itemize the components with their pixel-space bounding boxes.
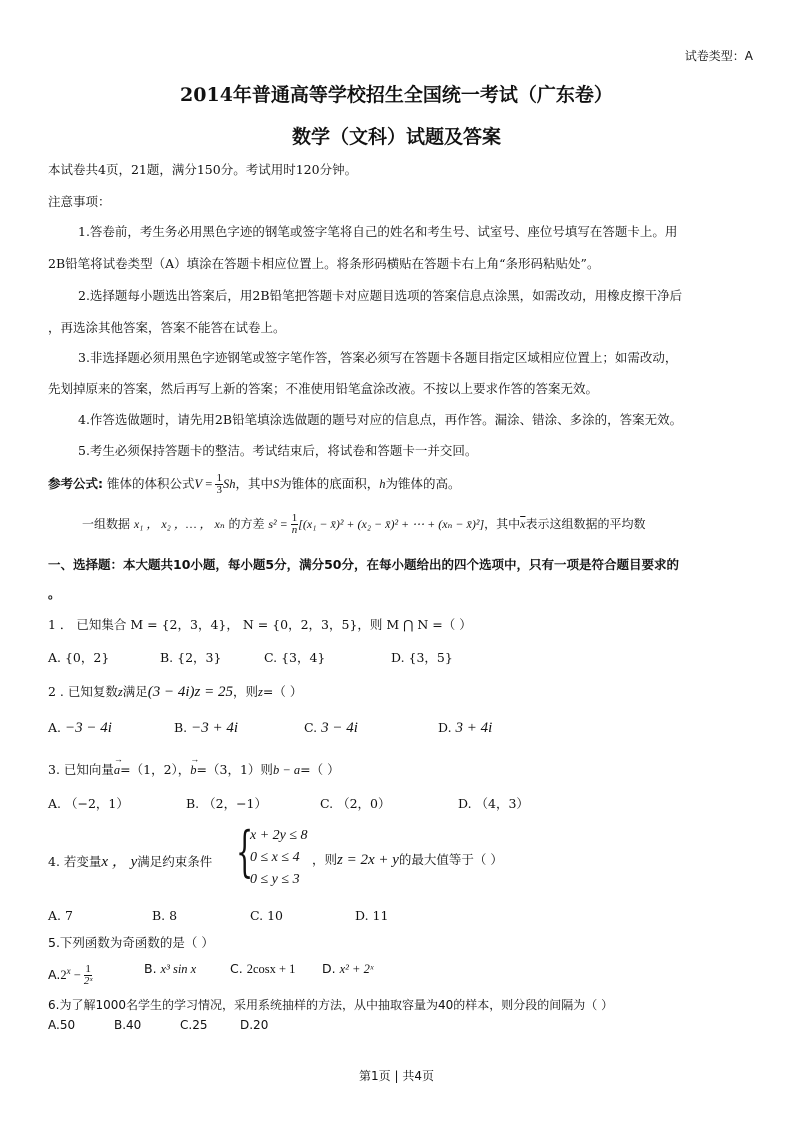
q5-a-numerator: 1: [85, 963, 91, 976]
notice-item-1-line-2: 2B铅笔将试卷类型（A）填涂在答题卡相应位置上。将条形码横贴在答题卡右上角“条形码粘贴处”。: [48, 256, 600, 271]
q5-option-d-value: x² + 2ˣ: [339, 962, 374, 976]
q3-vector-b: → b: [190, 754, 200, 777]
q2-z2: z: [258, 685, 263, 699]
q3-stem-end: =（ ）: [300, 762, 340, 777]
q2-option-c: [304, 720, 358, 737]
q2-option-d-value: 3 + 4i: [455, 720, 493, 736]
cone-post: ，其中: [235, 476, 273, 491]
q5-a-denominator: 2ˣ: [83, 975, 93, 988]
cone-fraction: [215, 473, 223, 496]
formula-cone: [48, 470, 461, 498]
q6-option-a: A.50: [48, 1018, 76, 1032]
q4-expression: z = 2x + y: [337, 852, 399, 868]
notice-heading: 注意事项：: [48, 194, 111, 209]
q4-stem-mid: 满足约束条件: [137, 854, 213, 869]
q5-option-b: [144, 961, 196, 977]
variance-mid: 的方差: [228, 517, 265, 531]
q2-option-a: [48, 720, 112, 737]
q2-option-b-value: −3 + 4i: [191, 720, 239, 736]
notice-item-5: 5.考生必须保持答题卡的整洁。考试结束后，将试卷和答题卡一并交回。: [78, 443, 478, 458]
variance-numerator: 1: [291, 512, 298, 524]
q5-a-exp: x: [66, 966, 71, 976]
q5-option-d: [322, 961, 373, 977]
q5-stem: 5.下列函数为奇函数的是（ ）: [48, 935, 214, 950]
q4-constraint-1: x + 2y ≤ 8: [250, 828, 308, 843]
q3-option-c: C. （2，0）: [320, 796, 391, 811]
q1-option-b: B. {2，3}: [160, 650, 222, 665]
q1-option-a: A. {0，2}: [48, 650, 110, 665]
q4-option-b: B. 8: [152, 908, 178, 923]
notice-item-3-line-1: 3.非选择题必须用黑色字迹钢笔或签字笔作答，答案必须写在答题卡各题目指定区域相应位置上；如需改动，: [78, 350, 678, 365]
cone-eq: =: [202, 477, 216, 491]
q1-option-d: D. {3，5}: [391, 650, 453, 665]
q5-a-minus: −: [70, 968, 84, 983]
q4-stem-post: ，则: [312, 852, 338, 867]
q4-brace: {: [236, 820, 254, 883]
q1-option-c: C. {3，4}: [264, 650, 326, 665]
exam-title: 2014年普通高等学校招生全国统一考试（广东卷）: [180, 84, 613, 106]
section-1-heading: 一、选择题：本大题共10小题，每小题5分，满分50分，在每小题给出的四个选项中，只有一项是符合题目要求的: [48, 557, 679, 572]
q3-difference: b − a: [272, 763, 301, 777]
q3-a-value: =（1，2），: [120, 762, 191, 777]
q1-stem: 1 ． 已知集合 M = {2，3，4}， N = {0，2，3，5}，则 M ⋂ N =（ ）: [48, 617, 472, 632]
q2-stem-post: ，则: [233, 684, 259, 699]
q4-option-d: D. 11: [355, 908, 389, 923]
cone-post3: 为锥体的高。: [385, 476, 461, 491]
cone-h: h: [379, 477, 386, 491]
q4-constraint-3: 0 ≤ y ≤ 3: [250, 872, 300, 887]
q3-option-d: D. （4，3）: [458, 796, 529, 811]
q5-option-c-label: C.: [230, 961, 243, 976]
q5-option-a-label: A.: [48, 967, 61, 983]
exam-subtitle: 数学（文科）试题及答案: [291, 126, 501, 148]
q5-option-d-label: D.: [322, 961, 336, 976]
notice-item-2-line-2: ，再选涂其他答案，答案不能答在试卷上。: [48, 320, 286, 335]
q5-option-a: [48, 956, 92, 986]
variance-s2: s² =: [268, 517, 291, 531]
notice-item-4: 4.作答选做题时，请先用2B铅笔填涂选做题的题号对应的信息点，再作答。漏涂、错涂、多涂的，答案无效。: [78, 412, 683, 427]
q2-option-c-label: C.: [304, 720, 318, 735]
q4-stem-right: [312, 850, 503, 869]
formula-variance: [82, 509, 645, 539]
cone-post2: 为锥体的底面积，: [279, 476, 380, 491]
q4-stem-pre: 4. 若变量: [48, 854, 102, 869]
q6-stem: 6.为了解1000名学生的学习情况，采用系统抽样的方法，从中抽取容量为40的样本，则分段的间隔为（ ）: [48, 998, 614, 1012]
notice-item-1-line-1: 1.答卷前，考生务必用黑色字迹的钢笔或签字笔将自己的姓名和考生号、试室号、座位号填写在答题卡上。用: [78, 224, 678, 239]
variance-post2: 表示这组数据的平均数: [525, 517, 646, 531]
q2-option-b: [174, 720, 238, 737]
q3-stem-pre: 3. 已知向量: [48, 762, 114, 777]
q2-equation: (3 − 4i)z = 25: [147, 684, 234, 700]
q4-option-a: A. 7: [48, 908, 73, 923]
q2-option-d-label: D.: [438, 720, 452, 735]
cone-denominator: 3: [216, 484, 222, 496]
q2-option-a-value: −3 − 4i: [65, 720, 112, 736]
q4-stem-left: [48, 850, 212, 871]
q5-a-base: 2: [60, 968, 67, 983]
q2-option-a-label: A.: [48, 720, 62, 735]
notice-item-3-line-2: 先划掉原来的答案，然后再写上新的答案；不准使用铅笔盒涂改液。不按以上要求作答的答案无效。: [48, 381, 599, 396]
q5-option-c: [230, 961, 295, 977]
q2-stem-pre: 2 . 已知复数: [48, 684, 118, 699]
q6-option-d: D.20: [240, 1018, 269, 1032]
q5-option-c-value: 2cosx + 1: [246, 962, 296, 976]
variance-denominator: n: [291, 524, 298, 536]
variance-prefix: 一组数据: [82, 517, 131, 531]
cone-v: V: [194, 477, 203, 491]
q2-stem: [48, 682, 302, 702]
cone-prefix: 锥体的体积公式: [106, 476, 195, 491]
variance-xbar: $\overline{x}$: [520, 517, 526, 531]
variance-body: [(x₁ − x̄)² + (x₂ − x̄)² + ⋯ + (xₙ − x̄)²]: [298, 517, 485, 531]
formula-label: 参考公式:: [48, 476, 103, 491]
q2-z: z: [117, 685, 123, 699]
q4-option-c: C. 10: [250, 908, 283, 923]
variance-post: ，其中: [484, 517, 521, 531]
q6-option-b: B.40: [114, 1018, 142, 1032]
q5-option-b-label: B.: [144, 961, 157, 976]
notice-item-2-line-1: 2.选择题每小题选出答案后，用2B铅笔把答题卡对应题目选项的答案信息点涂黑，如需改动，用橡皮擦干净后: [78, 288, 683, 303]
q4-stem-end: 的最大值等于（ ）: [398, 852, 503, 867]
variance-list: x₁ ， x₂ ，… ， xₙ: [133, 517, 225, 531]
q3-vector-b-symbol: b: [190, 763, 197, 777]
q2-stem-mid: 满足: [122, 684, 148, 699]
cone-numerator: 1: [216, 472, 222, 484]
cone-sh: Sh: [222, 477, 236, 491]
cone-s: S: [272, 477, 280, 491]
q3-option-a: A. （−2，1）: [48, 796, 129, 811]
q5-option-b-value: x³ sin x: [160, 962, 197, 976]
page-footer: 第1页 | 共4页: [359, 1069, 434, 1083]
q3-stem: [48, 754, 340, 778]
q2-option-c-value: 3 − 4i: [321, 720, 358, 736]
q2-stem-end: =（ ）: [262, 684, 303, 699]
q4-constraint-2: 0 ≤ x ≤ 4: [250, 850, 300, 865]
q2-option-b-label: B.: [174, 720, 188, 735]
q3-b-value: =（3，1）则: [196, 762, 273, 777]
q2-option-d: [438, 720, 492, 737]
q4-vars: x ， y: [101, 854, 138, 870]
q3-vector-a: → a: [113, 754, 123, 777]
q3-option-b: B. （2，−1）: [186, 796, 268, 811]
q5-a-fraction: [84, 964, 93, 987]
paper-type-label: 试卷类型：A: [684, 49, 753, 63]
q3-vector-a-symbol: a: [113, 763, 121, 777]
q6-option-c: C.25: [180, 1018, 208, 1032]
section-1-heading-tail: 。: [48, 586, 61, 601]
exam-intro: 本试卷共4页，21题，满分150分。考试用时120分钟。: [48, 162, 358, 177]
